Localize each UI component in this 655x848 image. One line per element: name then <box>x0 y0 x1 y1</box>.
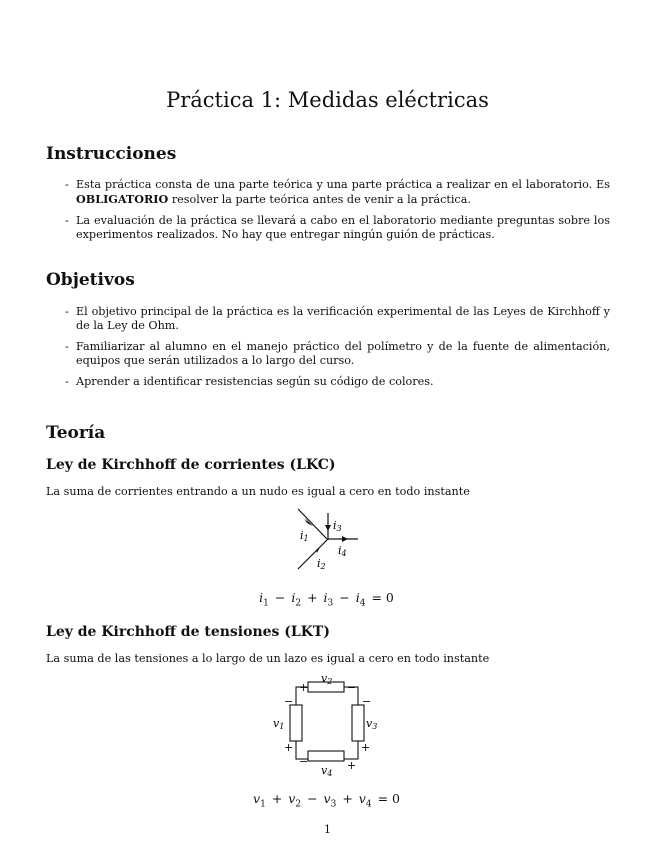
eq-sub: 3 <box>330 799 337 810</box>
resistor-v4 <box>308 751 344 761</box>
kcl-label-i3: i3 <box>333 519 342 533</box>
kvl-label-v2: v2 <box>321 673 333 686</box>
eq-sub: 3 <box>327 598 334 609</box>
heading-lkc: Ley de Kirchhoff de corrientes (LKC) <box>46 457 336 473</box>
eq-sub: 4 <box>359 598 366 609</box>
lkt-equation <box>0 791 655 810</box>
eq-term: v <box>323 791 331 806</box>
lkc-equation <box>0 590 655 609</box>
eq-sub: 2 <box>295 598 302 609</box>
sign-plus: + <box>361 741 371 754</box>
page-number: 1 <box>324 823 331 836</box>
eq-term: v <box>358 791 366 806</box>
list-instrucciones <box>62 178 610 242</box>
eq-rhs: = 0 <box>371 590 394 605</box>
list-item: - La evaluación de la práctica se llevará a cabo en el laboratorio mediante preguntas sobre los experimentos realizados. No hay que entregar ningún guión de prácticas. <box>62 214 610 242</box>
item-bold-text: OBLIGATORIO <box>76 192 169 206</box>
kcl-label-i1: i1 <box>300 529 309 543</box>
eq-term: i <box>259 590 264 605</box>
eq-term: i <box>291 590 296 605</box>
eq-op: + <box>271 791 283 806</box>
eq-op: + <box>342 791 353 806</box>
eq-term: i <box>355 590 360 605</box>
eq-sub: 2 <box>295 799 302 810</box>
eq-term: v <box>253 791 261 806</box>
heading-lkt: Ley de Kirchhoff de tensiones (LKT) <box>46 624 330 640</box>
kcl-node-diagram <box>280 505 370 577</box>
heading-instrucciones: Instrucciones <box>46 144 177 164</box>
sign-plus: + <box>347 759 357 772</box>
heading-teoria: Teoría <box>46 423 106 443</box>
sign-minus: − <box>299 755 309 768</box>
sign-minus: − <box>284 695 294 708</box>
item-text-rest: resolver la parte teórica antes de venir a la práctica. <box>168 193 471 206</box>
eq-term: v <box>288 791 296 806</box>
eq-op: − <box>339 590 350 605</box>
heading-objetivos: Objetivos <box>46 270 135 290</box>
list-objetivos <box>62 305 610 389</box>
lkc-text: La suma de corrientes entrando a un nudo es igual a cero en todo instante <box>46 485 470 498</box>
lkt-text: La suma de las tensiones a lo largo de un lazo es igual a cero en todo instante <box>46 652 490 665</box>
resistor-v1 <box>290 705 302 741</box>
kcl-label-i2: i2 <box>317 557 326 571</box>
eq-rhs: = 0 <box>377 791 400 806</box>
resistor-v3 <box>352 705 364 741</box>
page-title: Práctica 1: Medidas eléctricas <box>166 88 489 112</box>
eq-sub: 4 <box>365 799 372 810</box>
list-item <box>62 178 610 207</box>
item-text: Esta práctica consta de una parte teórica y una parte práctica a realizar en el laboratorio. Es <box>76 178 610 191</box>
eq-op: + <box>307 590 318 605</box>
kvl-label-v3: v3 <box>366 717 378 731</box>
kcl-label-i4: i4 <box>338 544 347 558</box>
sign-minus: − <box>362 695 372 708</box>
list-item: - Familiarizar al alumno en el manejo práctico del polímetro y de la fuente de alimentación, equipos que serán utilizados a lo largo del curso. <box>62 340 610 368</box>
list-item: - El objetivo principal de la práctica es la verificación experimental de las Leyes de Kirchhoff y de la Ley de Ohm. <box>62 305 610 333</box>
kvl-label-v4: v4 <box>321 764 333 778</box>
eq-term: i <box>323 590 328 605</box>
sign-plus: + <box>299 681 309 694</box>
eq-sub: 1 <box>260 799 266 810</box>
kvl-label-v1: v1 <box>273 717 285 731</box>
kvl-loop-diagram <box>268 673 388 781</box>
sign-minus: − <box>347 681 357 694</box>
eq-op: − <box>274 590 286 605</box>
eq-sub: 1 <box>263 598 269 609</box>
sign-plus: + <box>284 741 294 754</box>
eq-op: − <box>307 791 318 806</box>
list-item: - Aprender a identificar resistencias según su código de colores. <box>62 375 610 389</box>
